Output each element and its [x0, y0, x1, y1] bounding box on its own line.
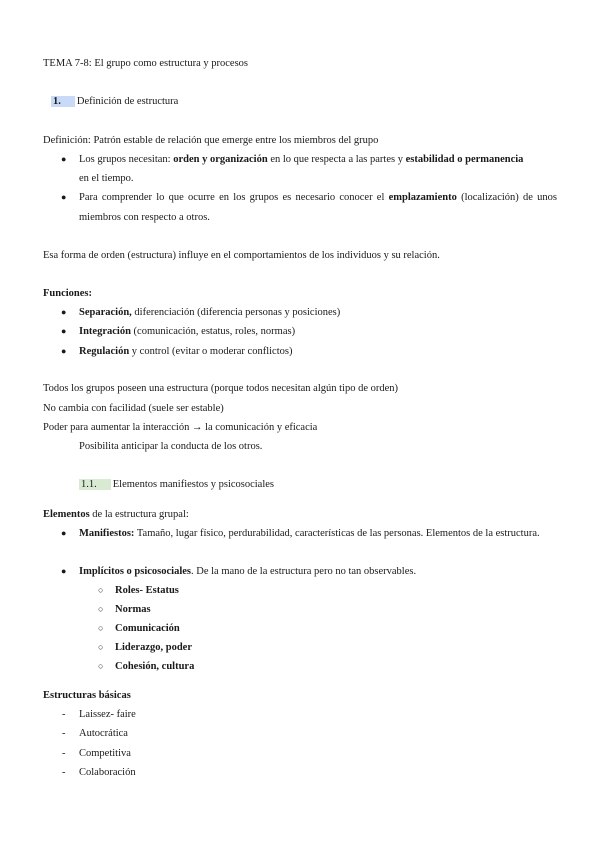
sub-item: Roles- Estatus: [115, 585, 179, 596]
section-1-number: 1.: [51, 96, 75, 107]
text-segment: en lo que respecta a las partes y: [267, 154, 406, 165]
manifest-item: [79, 524, 557, 544]
bullet-dot: ●: [61, 192, 67, 202]
implicit-item: [79, 565, 416, 578]
function-bold: Regulación: [79, 346, 130, 357]
sub-item: Normas: [115, 604, 151, 615]
bullet-groups-need: [79, 153, 523, 166]
note-line: Todos los grupos poseen una estructura (porque todos necesitan algún tipo de orden): [43, 383, 399, 394]
section-1-1-number: 1.1.: [79, 479, 111, 490]
dash-bullet: -: [62, 728, 66, 739]
functions-heading: Funciones:: [43, 288, 93, 299]
function-rest: (comunicación, estatus, roles, normas): [130, 326, 296, 337]
basic-item: Competitiva: [79, 748, 131, 759]
bold-stability: estabilidad o permanencia: [405, 154, 524, 165]
elements-rest: de la estructura grupal:: [89, 509, 189, 520]
manifest-bold: Manifiestos:: [79, 528, 135, 539]
sub-item: Comunicación: [115, 623, 180, 634]
bullet-dot: ●: [61, 346, 67, 356]
sub-item: Liderazgo, poder: [115, 642, 192, 653]
elements-bold: Elementos: [43, 509, 90, 520]
bullet-dot: ●: [61, 528, 67, 538]
function-item: [79, 306, 340, 319]
dash-bullet: -: [62, 748, 66, 759]
sub-item: Cohesión, cultura: [115, 661, 195, 672]
note-line: No cambia con facilidad (suele ser estable): [43, 403, 224, 414]
basic-structures-heading: Estructuras básicas: [43, 690, 131, 701]
section-1-1-heading: [79, 478, 274, 491]
circle-bullet: ○: [98, 642, 104, 652]
function-item: [79, 345, 292, 358]
function-bold: Integración: [79, 326, 131, 337]
bullet-groups-need-cont: en el tiempo.: [79, 173, 134, 184]
function-rest: diferenciación (diferencia personas y posiciones): [131, 307, 341, 318]
dash-bullet: -: [62, 767, 66, 778]
section-1-heading: [51, 95, 178, 108]
document-title: TEMA 7-8: El grupo como estructura y procesos: [43, 58, 248, 69]
manifest-rest: Tamaño, lugar físico, perdurabilidad, características de las personas. Elementos de la estructura.: [134, 528, 540, 539]
function-item: [79, 325, 295, 338]
text-segment: (localización) de unos miembros con respecto a otros.: [79, 192, 557, 223]
bullet-dot: ●: [61, 566, 67, 576]
bold-order-organization: orden y organización: [173, 154, 268, 165]
dash-bullet: -: [62, 709, 66, 720]
note-line: Posibilita anticipar la conducta de los otros.: [79, 441, 263, 452]
bold-emplacement: emplazamiento: [388, 192, 457, 203]
elements-intro: [43, 508, 189, 521]
text-segment: Para comprender lo que ocurre en los grupos es necesario conocer el: [79, 192, 389, 203]
bullet-emplacement: [79, 188, 557, 227]
function-bold: Separación,: [79, 307, 132, 318]
implicit-rest: . De la mano de la estructura pero no tan observables.: [191, 566, 417, 577]
order-paragraph: Esa forma de orden (estructura) influye en el comportamientos de los individuos y su relación.: [43, 250, 440, 261]
basic-item: Colaboración: [79, 767, 136, 778]
note-line: Poder para aumentar la interacción → la comunicación y eficacia: [43, 422, 318, 433]
circle-bullet: ○: [98, 623, 104, 633]
implicit-bold: Implícitos o psicosociales: [79, 566, 191, 577]
bullet-dot: ●: [61, 154, 67, 164]
definition-text: Definición: Patrón estable de relación que emerge entre los miembros del grupo: [43, 135, 379, 146]
function-rest: y control (evitar o moderar conflictos): [129, 346, 293, 357]
basic-item: Autocrática: [79, 728, 128, 739]
text-segment: Los grupos necesitan:: [79, 154, 174, 165]
bullet-dot: ●: [61, 326, 67, 336]
section-1-1-title: Elementos manifiestos y psicosociales: [112, 479, 275, 490]
circle-bullet: ○: [98, 585, 104, 595]
circle-bullet: ○: [98, 604, 104, 614]
basic-item: Laissez- faire: [79, 709, 136, 720]
section-1-title: Definición de estructura: [76, 96, 179, 107]
bullet-dot: ●: [61, 307, 67, 317]
circle-bullet: ○: [98, 661, 104, 671]
